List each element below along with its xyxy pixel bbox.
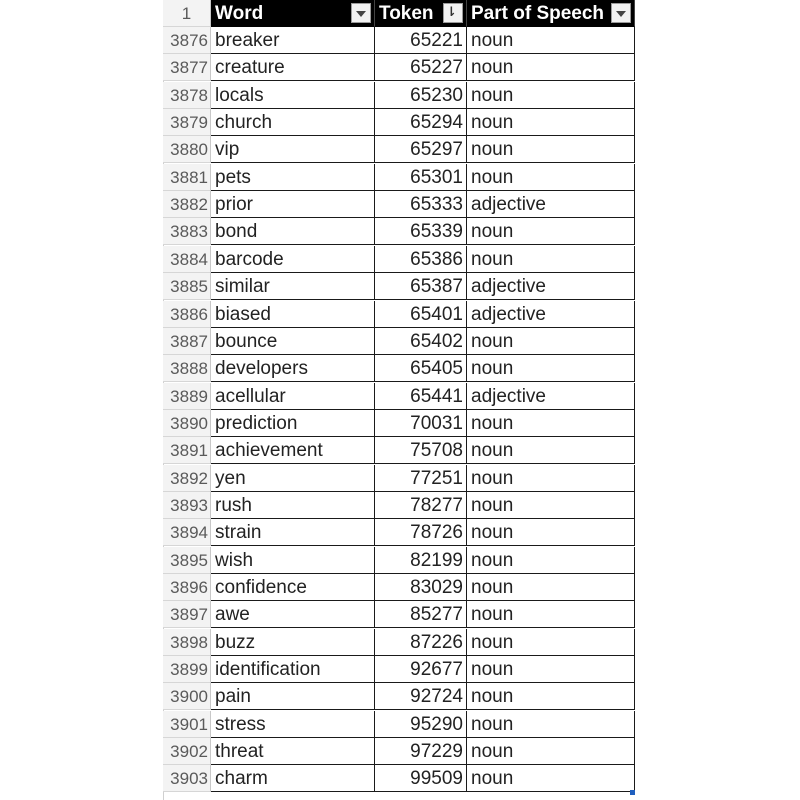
- cell-part-of-speech[interactable]: noun: [467, 410, 635, 437]
- cell-word[interactable]: threat: [211, 738, 375, 765]
- cell-word[interactable]: pain: [211, 683, 375, 710]
- cell-token[interactable]: 65386: [375, 246, 467, 273]
- cell-part-of-speech[interactable]: noun: [467, 711, 635, 738]
- header-cell-part-of-speech[interactable]: [467, 0, 635, 27]
- cell-word[interactable]: barcode: [211, 246, 375, 273]
- cell-token[interactable]: 92724: [375, 683, 467, 710]
- cell-word[interactable]: charm: [211, 765, 375, 792]
- cell-word[interactable]: stress: [211, 711, 375, 738]
- row-header[interactable]: 3903: [163, 765, 211, 792]
- cell-token[interactable]: 65339: [375, 218, 467, 245]
- cell-part-of-speech[interactable]: adjective: [467, 301, 635, 328]
- table-row: [163, 629, 635, 656]
- table-row: [163, 27, 635, 54]
- row-header[interactable]: 3901: [163, 711, 211, 738]
- row-header[interactable]: 3884: [163, 246, 211, 273]
- table-row: [163, 656, 635, 683]
- cell-part-of-speech[interactable]: noun: [467, 601, 635, 628]
- table-row: [163, 246, 635, 273]
- row-header[interactable]: 3886: [163, 301, 211, 328]
- table-row: [163, 355, 635, 382]
- cell-token[interactable]: 99509: [375, 765, 467, 792]
- cell-token[interactable]: 78726: [375, 519, 467, 546]
- row-header[interactable]: 3889: [163, 383, 211, 410]
- cell-token[interactable]: 65227: [375, 54, 467, 81]
- cell-part-of-speech[interactable]: noun: [467, 355, 635, 382]
- cell-word[interactable]: achievement: [211, 437, 375, 464]
- cell-part-of-speech[interactable]: noun: [467, 656, 635, 683]
- table-row: [163, 218, 635, 245]
- row-header[interactable]: 3878: [163, 82, 211, 109]
- table-row: [163, 519, 635, 546]
- cell-part-of-speech[interactable]: noun: [467, 246, 635, 273]
- table-row: [163, 410, 635, 437]
- cell-word[interactable]: similar: [211, 273, 375, 300]
- cell-token[interactable]: 65402: [375, 328, 467, 355]
- cell-token[interactable]: 65297: [375, 136, 467, 163]
- cell-token[interactable]: 75708: [375, 437, 467, 464]
- cell-part-of-speech[interactable]: noun: [467, 82, 635, 109]
- fill-handle[interactable]: [630, 790, 635, 795]
- table-row: [163, 492, 635, 519]
- row-header[interactable]: 3880: [163, 136, 211, 163]
- table-row: [163, 601, 635, 628]
- cell-part-of-speech[interactable]: noun: [467, 437, 635, 464]
- cell-token[interactable]: 83029: [375, 574, 467, 601]
- table-row: [163, 301, 635, 328]
- cell-part-of-speech[interactable]: noun: [467, 136, 635, 163]
- cell-token[interactable]: 82199: [375, 547, 467, 574]
- cell-token[interactable]: 65301: [375, 164, 467, 191]
- row-header[interactable]: 3877: [163, 54, 211, 81]
- cell-word[interactable]: developers: [211, 355, 375, 382]
- cell-token[interactable]: 78277: [375, 492, 467, 519]
- row-header[interactable]: 3894: [163, 519, 211, 546]
- cell-part-of-speech[interactable]: noun: [467, 765, 635, 792]
- table-row: [163, 574, 635, 601]
- row-header[interactable]: 3881: [163, 164, 211, 191]
- row-header[interactable]: 3876: [163, 27, 211, 54]
- cell-part-of-speech[interactable]: noun: [467, 328, 635, 355]
- cell-token[interactable]: 65441: [375, 383, 467, 410]
- cell-token[interactable]: 65230: [375, 82, 467, 109]
- table-row: [163, 738, 635, 765]
- cell-word[interactable]: prior: [211, 191, 375, 218]
- cell-word[interactable]: wish: [211, 547, 375, 574]
- row-header[interactable]: 3888: [163, 355, 211, 382]
- cell-word[interactable]: creature: [211, 54, 375, 81]
- cell-part-of-speech[interactable]: noun: [467, 218, 635, 245]
- cell-part-of-speech[interactable]: noun: [467, 547, 635, 574]
- cell-token[interactable]: 70031: [375, 410, 467, 437]
- table-row: [163, 437, 635, 464]
- cell-word[interactable]: prediction: [211, 410, 375, 437]
- cell-part-of-speech[interactable]: noun: [467, 164, 635, 191]
- cell-word[interactable]: yen: [211, 465, 375, 492]
- cell-part-of-speech[interactable]: noun: [467, 27, 635, 54]
- cell-word[interactable]: strain: [211, 519, 375, 546]
- row-header[interactable]: 3896: [163, 574, 211, 601]
- cell-part-of-speech[interactable]: adjective: [467, 191, 635, 218]
- table-row: [163, 54, 635, 81]
- cell-word[interactable]: awe: [211, 601, 375, 628]
- cell-token[interactable]: 85277: [375, 601, 467, 628]
- cell-token[interactable]: 65294: [375, 109, 467, 136]
- cell-token[interactable]: 65333: [375, 191, 467, 218]
- table-row: [163, 683, 635, 710]
- cell-part-of-speech[interactable]: noun: [467, 574, 635, 601]
- cell-token[interactable]: 97229: [375, 738, 467, 765]
- table-row: [163, 82, 635, 109]
- cell-word[interactable]: bounce: [211, 328, 375, 355]
- table-row: [163, 383, 635, 410]
- cell-word[interactable]: pets: [211, 164, 375, 191]
- cell-part-of-speech[interactable]: adjective: [467, 273, 635, 300]
- filter-dropdown-part-of-speech[interactable]: [611, 3, 631, 23]
- row-header[interactable]: 3883: [163, 218, 211, 245]
- cell-word[interactable]: breaker: [211, 27, 375, 54]
- cell-token[interactable]: 65401: [375, 301, 467, 328]
- table-row: [163, 164, 635, 191]
- cell-word[interactable]: vip: [211, 136, 375, 163]
- cell-word[interactable]: rush: [211, 492, 375, 519]
- cell-part-of-speech[interactable]: noun: [467, 738, 635, 765]
- table-row: [163, 273, 635, 300]
- table-row: [163, 136, 635, 163]
- cell-word[interactable]: biased: [211, 301, 375, 328]
- table-row: [163, 191, 635, 218]
- cell-word[interactable]: church: [211, 109, 375, 136]
- header-cell-word[interactable]: [211, 0, 375, 27]
- cell-word[interactable]: locals: [211, 82, 375, 109]
- row-header[interactable]: 3902: [163, 738, 211, 765]
- table-row: [163, 711, 635, 738]
- row-header[interactable]: 3895: [163, 547, 211, 574]
- cell-part-of-speech[interactable]: noun: [467, 492, 635, 519]
- cell-word[interactable]: acellular: [211, 383, 375, 410]
- cell-part-of-speech[interactable]: noun: [467, 465, 635, 492]
- cell-word[interactable]: confidence: [211, 574, 375, 601]
- sort-descending-filter-icon: ⇂: [446, 5, 457, 20]
- cell-part-of-speech[interactable]: noun: [467, 683, 635, 710]
- header-label-word: Word: [215, 3, 264, 24]
- cell-part-of-speech[interactable]: adjective: [467, 383, 635, 410]
- row-header-1[interactable]: 1: [163, 0, 211, 27]
- row-header[interactable]: 3892: [163, 465, 211, 492]
- row-header[interactable]: 3882: [163, 191, 211, 218]
- row-header[interactable]: 3890: [163, 410, 211, 437]
- row-header[interactable]: 3887: [163, 328, 211, 355]
- cell-token[interactable]: 77251: [375, 465, 467, 492]
- table-row: [163, 465, 635, 492]
- cell-word[interactable]: bond: [211, 218, 375, 245]
- dropdown-arrow-icon: [356, 11, 366, 17]
- cell-part-of-speech[interactable]: noun: [467, 54, 635, 81]
- row-header[interactable]: 3891: [163, 437, 211, 464]
- row-header[interactable]: 3897: [163, 601, 211, 628]
- cell-token[interactable]: 65387: [375, 273, 467, 300]
- header-label-token: Token: [379, 3, 434, 24]
- cell-token[interactable]: 92677: [375, 656, 467, 683]
- cell-part-of-speech[interactable]: noun: [467, 629, 635, 656]
- cell-word[interactable]: buzz: [211, 629, 375, 656]
- table-row: [163, 547, 635, 574]
- table-row: [163, 765, 635, 792]
- cell-part-of-speech[interactable]: noun: [467, 519, 635, 546]
- table-row: [163, 109, 635, 136]
- row-header[interactable]: 3879: [163, 109, 211, 136]
- row-header[interactable]: 3899: [163, 656, 211, 683]
- dropdown-arrow-icon: [616, 11, 626, 17]
- cell-part-of-speech[interactable]: noun: [467, 109, 635, 136]
- cell-word[interactable]: identification: [211, 656, 375, 683]
- row-header[interactable]: 3893: [163, 492, 211, 519]
- row-header[interactable]: 3885: [163, 273, 211, 300]
- filter-dropdown-word[interactable]: [351, 3, 371, 23]
- row-header[interactable]: 3900: [163, 683, 211, 710]
- cell-token[interactable]: 65221: [375, 27, 467, 54]
- header-cell-token[interactable]: [375, 0, 467, 27]
- row-header[interactable]: 3898: [163, 629, 211, 656]
- cell-token[interactable]: 87226: [375, 629, 467, 656]
- header-label-part-of-speech: Part of Speech: [471, 3, 605, 24]
- header-row: [163, 0, 635, 27]
- filter-dropdown-token[interactable]: [443, 3, 463, 23]
- cell-token[interactable]: 65405: [375, 355, 467, 382]
- table-row: [163, 328, 635, 355]
- cell-token[interactable]: 95290: [375, 711, 467, 738]
